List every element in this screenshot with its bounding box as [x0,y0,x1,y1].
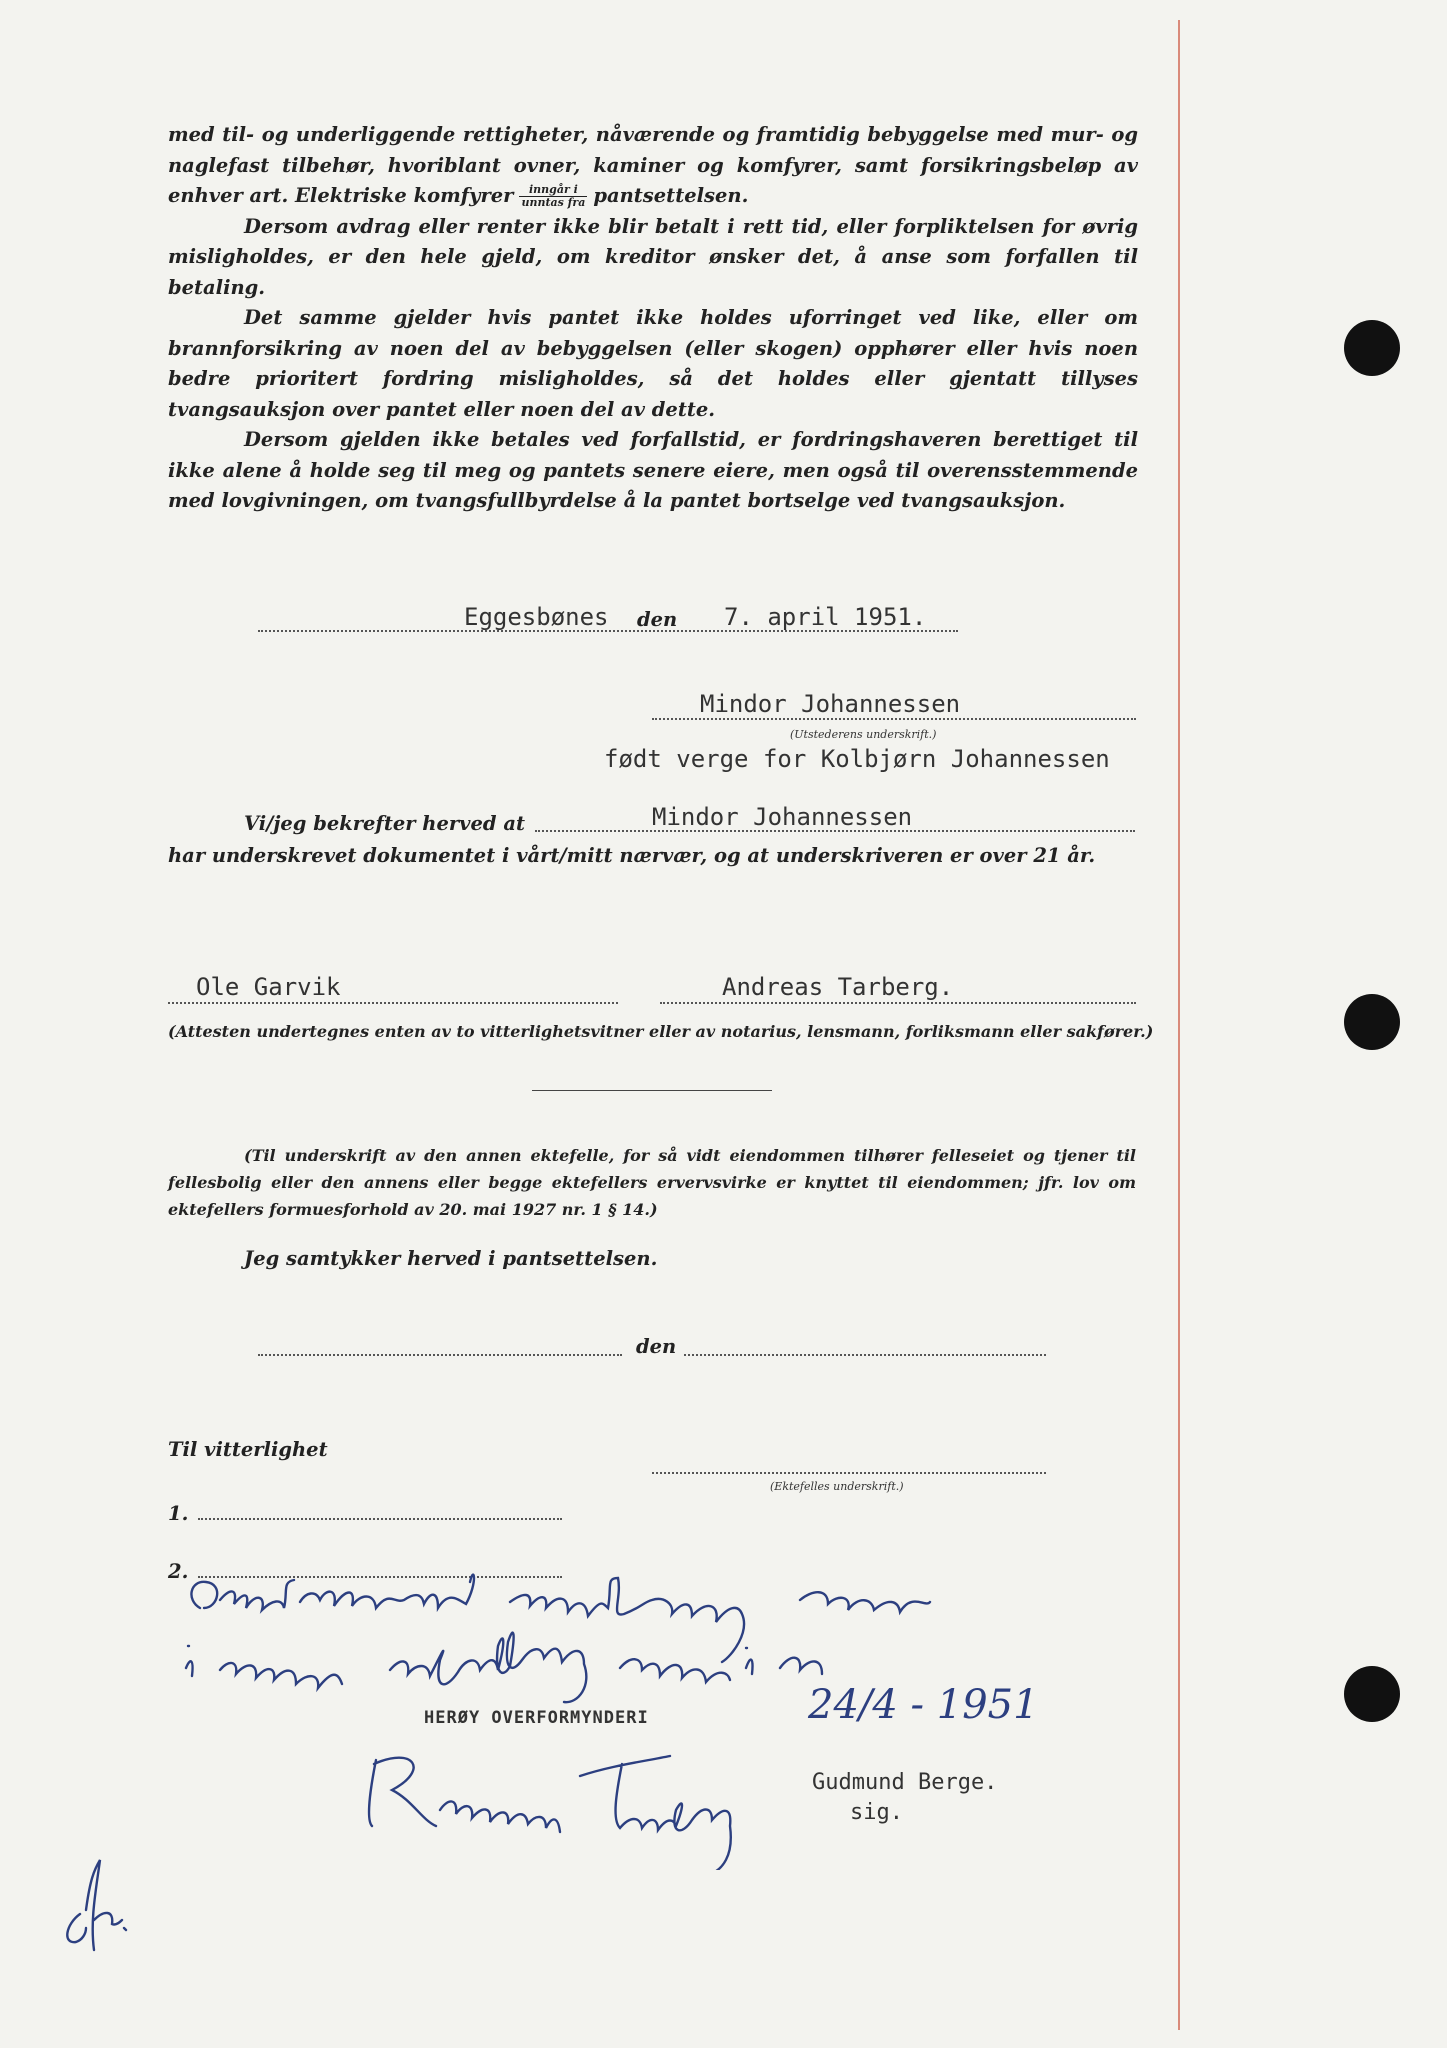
witness-note: (Attesten undertegnes enten av to vitterlighetsvitner eller av notarius, lensmann, forliksmann eller sakfører.) [168,1022,1154,1041]
rasmus-tarberg-signature [360,1740,800,1870]
paragraph-2: Dersom avdrag eller renter ikke blir betalt i rett tid, eller forpliktelsen for øvrig misligholdes, er den hele gjeld, om kreditor ønsker det, å anse som forfallen til betaling. [168,214,1138,299]
punch-hole [1344,1666,1400,1722]
spouse-caption: (Ektefelles underskrift.) [770,1480,904,1493]
place: Eggesbønes [464,603,609,631]
consent-text: Jeg samtykker herved i pantsettelsen. [244,1247,658,1270]
margin-rule [1178,20,1180,2030]
margin-initials [50,1850,170,1970]
paragraph-4: Dersom gjelden ikke betales ved forfallstid, er fordringshaveren berettiget til ikke alene å holde seg til meg og pantets senere eiere, men også til overensstemmende med lovgivningen, om tvangsfullbyrdelse å la pantet bortselge ved tvangsauksjon. [168,428,1138,512]
consent-place-line [258,1354,622,1356]
punch-hole [1344,994,1400,1050]
witness-line-1 [168,1002,618,1004]
til-vitterlighet: Til vitterlighet [168,1438,328,1461]
attest-line1: Vi/jeg bekrefter herved at [244,812,525,835]
body-text [168,120,1138,517]
attest-line2: har underskrevet dokumentet i vårt/mitt nærvær, og at underskriveren er over 21 år. [168,844,1096,867]
spouse-note: (Til underskrift av den annen ektefelle, for så vidt eiendommen tilhører felleseiet og tjener til fellesbolig eller den annens eller begge ektefellers ervervsvirke er knyttet til eiendommen; jfr. lov om ektefellers formuesforhold av 20. mai 1927 nr. 1 § 14.) [168,1146,1136,1219]
divider [532,1090,772,1091]
vitness-line-1 [198,1518,562,1520]
punch-hole [1344,320,1400,376]
paragraph-1: med til- og underliggende rettigheter, nåværende og framtidig bebyggelse med mur- og naglefast tilbehør, hvoriblant ovner, kaminer og komfyrer, samt forsikringsbeløp av enhver art. Elektriske komfyrer $\frac{\text{inngår i}}{\text{unntas fra}}$ pantsettelsen. [168,123,1138,209]
issuer-name: Mindor Johannessen [700,690,961,718]
consent-date-line [684,1354,1046,1356]
issuer-line [652,718,1136,720]
fraction: $\frac{\text{inngår i}}{\text{unntas fra}}$ [521,183,586,209]
gudmund-berge: Gudmund Berge. [812,1770,998,1795]
den-label: den [637,608,678,631]
issuer-role: født verge for Kolbjørn Johannessen [604,745,1110,773]
witness-line-2 [660,1002,1136,1004]
spouse-signature-line [652,1472,1046,1474]
overformynderi-stamp: HERØY OVERFORMYNDERI [424,1708,649,1728]
sig-label: sig. [850,1800,903,1825]
witness-1: Ole Garvik [196,973,341,1001]
consent-den: den [636,1335,677,1358]
attest-name: Mindor Johannessen [652,803,913,831]
paragraph-3: Det samme gjelder hvis pantet ikke holdes uforringet ved like, eller om brannforsikring av noen del av bebyggelsen (eller skogen) opphører eller hvis noen bedre prioritert fordring misligholdes, så det holdes eller gjentatt tillyses tvangsauksjon over pantet eller noen del av dette. [168,306,1138,421]
number-2: 2. [168,1560,189,1583]
date: 7. april 1951. [724,603,927,631]
handwritten-date: 24/4 - 1951 [808,1682,1039,1728]
witness-2: Andreas Tarberg. [722,973,954,1001]
issuer-caption: (Utstederens underskrift.) [790,728,937,741]
number-1: 1. [168,1502,189,1525]
